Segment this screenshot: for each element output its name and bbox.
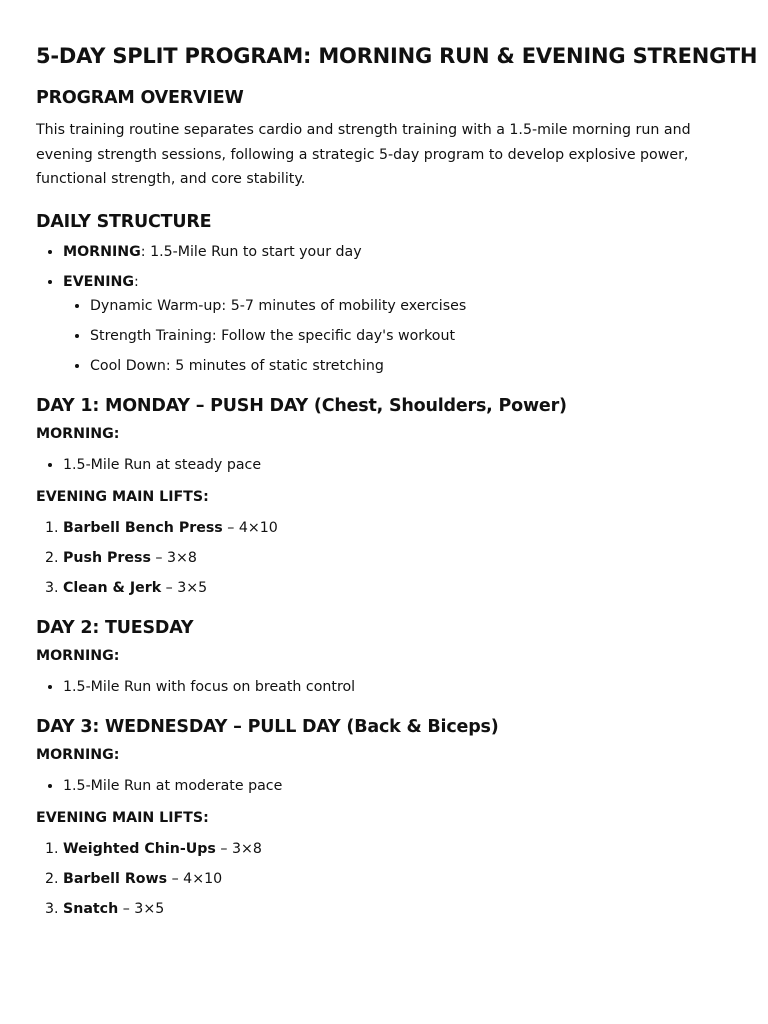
evening-label: EVENING xyxy=(63,273,135,290)
day2-heading: DAY 2: TUESDAY xyxy=(36,617,194,638)
daily-structure-heading: DAILY STRUCTURE xyxy=(36,211,212,232)
lift-sets: – 3×5 xyxy=(118,900,165,917)
list-item: • Cool Down: 5 minutes of static stretching xyxy=(90,356,732,376)
evening-colon: : xyxy=(134,273,139,290)
daily-structure-section xyxy=(36,212,732,376)
day3-evening-label: EVENING MAIN LIFTS: xyxy=(36,809,209,826)
day1-evening-label: EVENING MAIN LIFTS: xyxy=(36,488,209,505)
lift-sets: – 3×5 xyxy=(161,579,208,596)
day2-morning-label: MORNING: xyxy=(36,647,120,664)
day1-morning-label: MORNING: xyxy=(36,425,120,442)
list-item: • Dynamic Warm-up: 5-7 minutes of mobility exercises xyxy=(90,296,732,316)
document-title: 5-DAY SPLIT PROGRAM: MORNING RUN & EVENING STRENGTH xyxy=(36,44,758,68)
list-item: • Strength Training: Follow the specific day's workout xyxy=(90,326,732,346)
day3-morning-label: MORNING: xyxy=(36,746,120,763)
daily-structure-list xyxy=(36,242,732,376)
lift-name: Weighted Chin-Ups xyxy=(63,840,216,857)
day2-morning-list xyxy=(36,677,732,697)
program-overview-text: This training routine separates cardio and strength training with a 1.5-mile morning run and evening strength sessions, following a strategic 5-day program to develop explosive power, functional strength, and core stability. xyxy=(36,122,691,187)
lift-name: Barbell Bench Press xyxy=(63,519,223,536)
list-item xyxy=(63,869,732,889)
day1-section xyxy=(36,396,732,598)
day3-morning-list xyxy=(36,776,732,796)
lift-sets: – 3×8 xyxy=(150,549,197,566)
lift-sets: – 3×8 xyxy=(215,840,262,857)
list-item: • 1.5-Mile Run at moderate pace xyxy=(63,776,732,796)
list-item xyxy=(63,578,732,598)
lift-name: Snatch xyxy=(63,900,119,917)
lift-sets: – 4×10 xyxy=(167,870,223,887)
day1-morning-list xyxy=(36,455,732,475)
list-item xyxy=(63,899,732,919)
program-overview-section xyxy=(36,88,732,192)
list-item xyxy=(63,518,732,538)
list-item: • 1.5-Mile Run at steady pace xyxy=(63,455,732,475)
list-item xyxy=(63,272,732,376)
day1-heading: DAY 1: MONDAY – PUSH DAY (Chest, Shoulders, Power) xyxy=(36,395,567,416)
program-overview-heading: PROGRAM OVERVIEW xyxy=(36,88,244,108)
list-item xyxy=(63,242,732,262)
lift-name: Clean & Jerk xyxy=(63,579,162,596)
day3-section xyxy=(36,717,732,919)
lift-name: Push Press xyxy=(63,549,151,566)
list-item: • 1.5-Mile Run with focus on breath control xyxy=(63,677,732,697)
lift-sets: – 4×10 xyxy=(222,519,278,536)
list-item xyxy=(63,839,732,859)
lift-name: Barbell Rows xyxy=(63,870,168,887)
document-content xyxy=(36,88,732,929)
day3-heading: DAY 3: WEDNESDAY – PULL DAY (Back & Biceps) xyxy=(36,716,499,737)
day2-section xyxy=(36,618,732,697)
morning-text: : 1.5-Mile Run to start your day xyxy=(140,243,362,260)
day3-lifts-list xyxy=(36,839,732,919)
day1-lifts-list xyxy=(36,518,732,598)
evening-sublist xyxy=(63,296,732,376)
list-item xyxy=(63,548,732,568)
morning-label: MORNING xyxy=(63,243,141,260)
